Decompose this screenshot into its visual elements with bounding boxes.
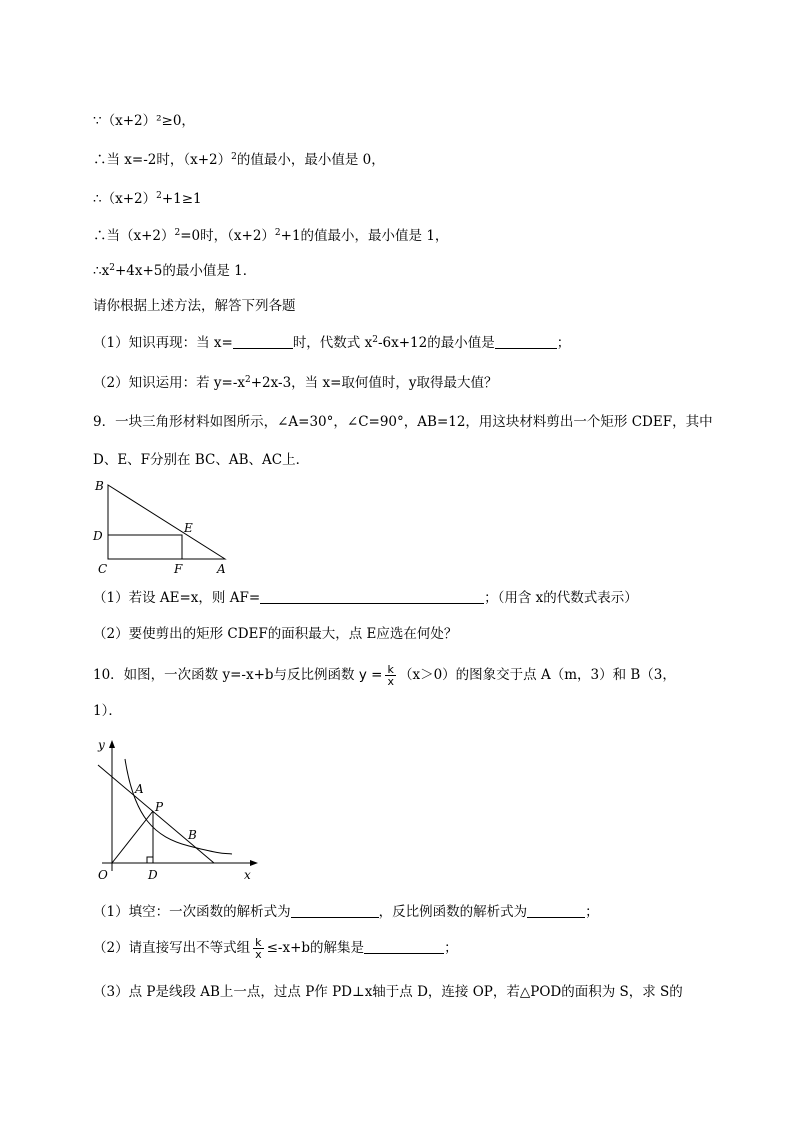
fraction-k-over-x: $\frac{k}{x}$: [387, 663, 394, 688]
triangle-abc: [108, 485, 225, 559]
answer-blank[interactable]: [291, 904, 379, 918]
q10-stem-line1: 10．如图，一次函数 y=-x+b与反比例函数 y = $\frac{k}{x}$ （x＞0）的图象交于点 A（m，3）和 B（3，: [93, 663, 676, 688]
answer-blank[interactable]: [495, 335, 557, 349]
label-f: F: [174, 562, 183, 576]
fraction-k-over-x: $\frac{k}{x}$: [255, 936, 262, 961]
q9-stem-line1: 9．一块三角形材料如图所示，∠A=30°，∠C=90°，AB=12，用这块材料剪出一个矩形 CDEF，其中: [93, 414, 713, 430]
answer-blank[interactable]: [527, 904, 585, 918]
label-x: x: [244, 868, 251, 882]
q10-part3: （3）点 P是线段 AB上一点，过点 P作 PD⊥x轴于点 D，连接 OP，若△POD的面积为 S，求 S的: [93, 984, 683, 1000]
label-d: D: [93, 529, 103, 543]
y-axis-arrow: [109, 740, 115, 748]
q9-stem-line2: D、E、F分别在 BC、AB、AC上．: [93, 452, 310, 468]
text-line-6: 请你根据上述方法，解答下列各题: [93, 298, 296, 314]
q9-part1: （1）若设 AE=x，则 AF= ；（用含 x的代数式表示）: [93, 590, 638, 606]
text-line-5: $\therefore x^2+4x+5$的最小值是 1．: [93, 263, 257, 279]
answer-blank[interactable]: [233, 335, 293, 349]
q8-part1: （1）知识再现：当 x= 时，代数式 $x^2-6x+12$的最小值是 ；: [93, 335, 571, 351]
label-b: B: [95, 479, 104, 493]
label-a: A: [217, 562, 226, 576]
label-o: O: [98, 868, 108, 882]
text-line-2: ∴当 x=-2时，$(x+2)^2$的值最小，最小值是 0，: [93, 152, 385, 168]
text-line-4: ∴当$(x+2)^2=0$时，$(x+2)^2+1$的值最小，最小值是 1，: [93, 228, 449, 244]
q9-part2: （2）要使剪出的矩形 CDEF的面积最大，点 E应选在何处？: [93, 626, 458, 642]
answer-blank[interactable]: [364, 940, 444, 954]
rectangle-cdef: [108, 535, 182, 559]
label-c: C: [98, 562, 108, 576]
text-line-3: $\therefore(x+2)^2+1\ge 1$: [93, 191, 202, 207]
label-e: E: [184, 521, 193, 535]
answer-blank[interactable]: [260, 590, 484, 604]
hyperbola-curve: [125, 759, 232, 854]
q10-part2: （2）请直接写出不等式组 $\frac{k}{x}$ ≤-x+b的解集是 ；: [93, 936, 458, 961]
q10-part1: （1）填空：一次函数的解析式为 ，反比例函数的解析式为 ；: [93, 904, 599, 920]
segment-op: [112, 811, 153, 863]
q8-part2: （2）知识运用：若 $y=-x^2+2x-3$，当 x=取何值时，y取得最大值？: [93, 375, 498, 391]
label-y: y: [98, 738, 105, 752]
q10-stem-line2: 1）．: [93, 703, 122, 719]
label-b: B: [188, 828, 197, 842]
label-a: A: [135, 782, 144, 796]
text-line-1: ∵（x+2）²≥0，: [93, 113, 195, 129]
right-angle-mark: [147, 857, 153, 863]
label-d: D: [148, 868, 158, 882]
x-axis-arrow: [250, 860, 258, 866]
q10-graph-figure: [94, 737, 264, 885]
q9-triangle-figure: [90, 474, 240, 578]
label-p: P: [155, 800, 164, 814]
